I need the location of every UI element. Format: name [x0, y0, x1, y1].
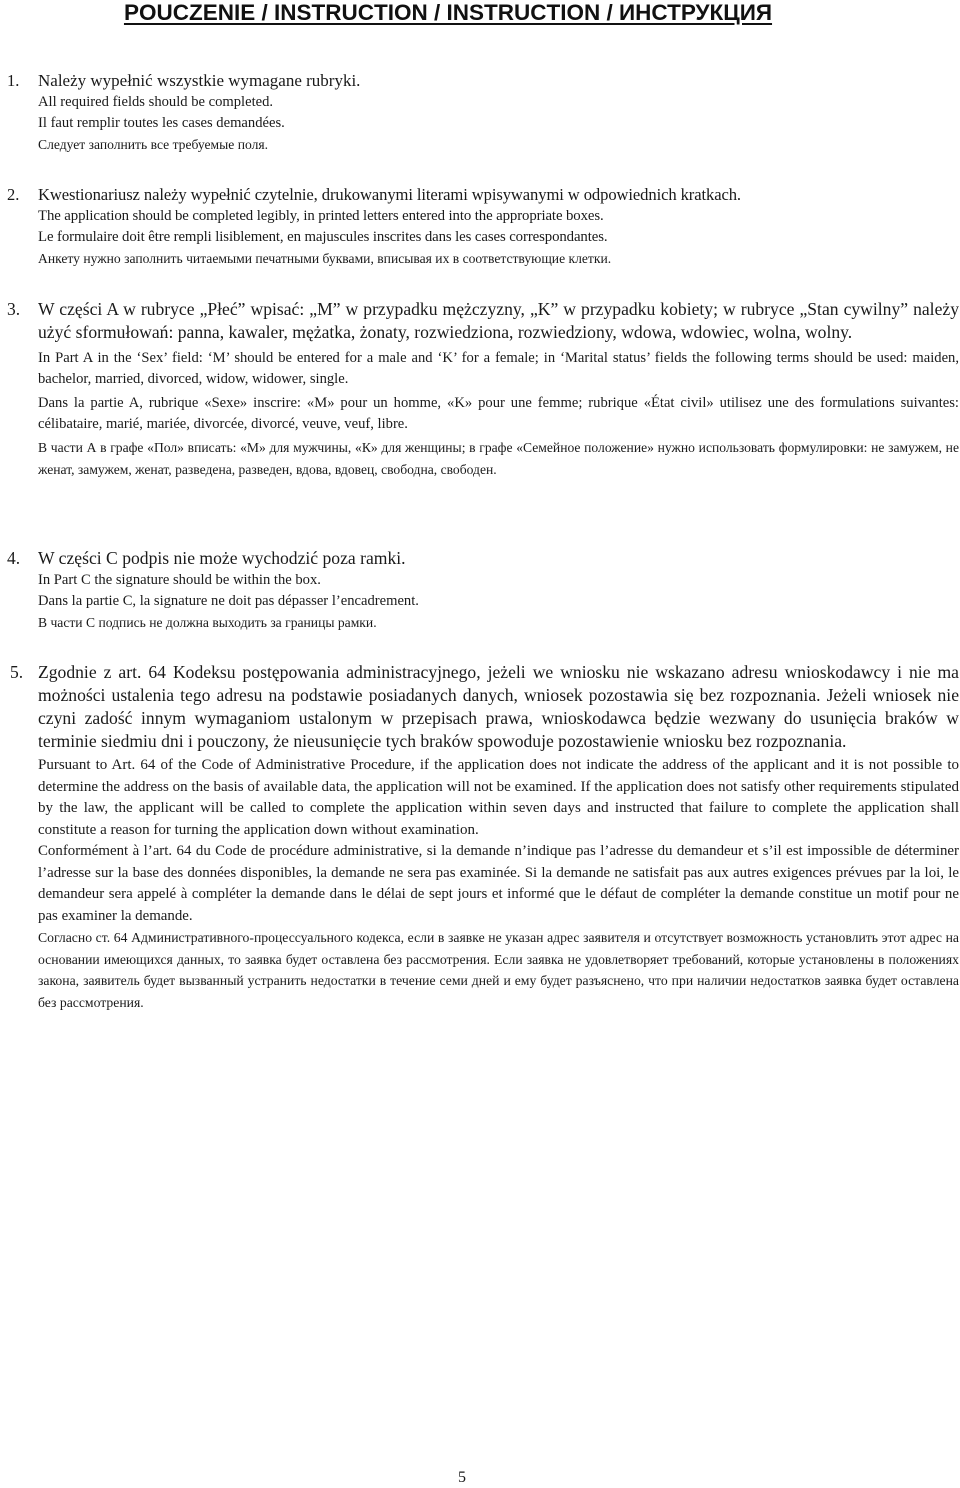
text-french: Le formulaire doit être rempli lisiblement, en majuscules inscrites dans les cases correspondantes.	[38, 229, 608, 245]
text-polish: Zgodnie z art. 64 Kodeksu postępowania administracyjnego, jeżeli we wniosku nie wskazano adresu wnioskodawcy i nie ma możności ustalenia tego adresu na podstawie posiadanych danych, wniosek pozostawia się bez rozpoznania. Jeżeli wniosek nie czyni zadość innym wymaganiom ustalonym w przepisach prawa, wnioskodawca będzie wezwany do usunięcia braków w terminie siedmiu dni i pouczony, że nieusunięcie tych braków spowoduje pozostawienie wniosku bez rozpoznania.	[38, 662, 959, 751]
text-english: In Part A in the ‘Sex’ field: ‘M’ should be entered for a male and ‘K’ for a female; in ‘Marital status’ fields the following terms should be used: maiden, bachelor, married, divorced, widow, widower, single.	[38, 350, 959, 387]
item-body	[38, 70, 959, 155]
text-french: Il faut remplir toutes les cases demandées.	[38, 115, 285, 131]
text-polish: Kwestionariusz należy wypełnić czytelnie, drukowanymi literami wpisywanymi w odpowiednich kratkach.	[38, 185, 741, 204]
text-english: The application should be completed legibly, in printed letters entered into the appropriate boxes.	[38, 208, 604, 224]
text-polish: W części C podpis nie może wychodzić poza ramki.	[38, 548, 406, 568]
text-english: In Part C the signature should be within the box.	[38, 572, 321, 588]
text-russian: Согласно ст. 64 Административного-процессуального кодекса, если в заявке не указан адрес заявителя и отсутствует возможность установлить этот адрес на основании имеющихся данных, то заявка будет оставлена без рассмотрения. Если заявка не удовлетворяет требований, которые установлены в положениях закона, заявитель будет вызванный устранить недостатки в течение семи дней и ему будет разъяснено, что при наличии недостатков заявка будет оставлена без рассмотрения.	[38, 930, 959, 1010]
text-english: All required fields should be completed.	[38, 94, 274, 110]
page-number: 5	[458, 1469, 466, 1486]
text-russian: В части С подпись не должна выходить за границы рамки.	[38, 615, 377, 630]
item-body	[38, 298, 959, 481]
text-russian: В части А в графе «Пол» вписать: «М» для мужчины, «К» для женщины; в графе «Семейное положение» нужно использовать формулировки: не замужем, не женат, замужем, женат, разведена, разведен, вдова, вдовец, свободна, свободен.	[38, 440, 959, 477]
text-russian: Анкету нужно заполнить читаемыми печатными буквами, вписывая их в соответствующие клетки.	[38, 251, 612, 266]
item-body	[38, 184, 959, 269]
text-polish: W części A w rubryce „Płeć” wpisać: „M” w przypadku mężczyzny, „K” w przypadku kobiety; w rubryce „Stan cywilny” należy użyć sformułowań: panna, kawaler, mężatka, żonaty, rozwiedziona, rozwiedziony, wdowa, wdowiec, wolna, wolny.	[38, 299, 959, 342]
text-french: Conformément à l’art. 64 du Code de procédure administrative, si la demande n’indique pas l’adresse du demandeur et s’il est impossible de déterminer l’adresse sur la base des données disponibles, la demande ne sera pas examinée. Si la demande ne satisfait pas aux autres exigences prévues par la loi, le demandeur sera appelé à compléter la demande dans le délai de sept jours et informé que le défaut de compléter la demande constitue un motif pour ne pas examiner la demande.	[38, 843, 959, 924]
item-number: 3.	[7, 299, 21, 319]
text-english: Pursuant to Art. 64 of the Code of Administrative Procedure, if the application does not indicate the address of the applicant and it is not possible to determine the address on the basis of available data, the application will not be examined. If the application does not satisfy other requirements stipulated by the law, the applicant will be called to complete the application within seven days and instructed that failure to complete the application shall constitute a reason for turning the application down without examination.	[38, 757, 959, 838]
item-number: 2.	[7, 185, 20, 204]
item-number: 5.	[10, 662, 24, 682]
text-polish: Należy wypełnić wszystkie wymagane rubryki.	[38, 71, 361, 90]
item-body	[38, 661, 959, 1013]
item-number: 4.	[7, 548, 21, 568]
item-number: 1.	[7, 71, 20, 90]
text-french: Dans la partie C, la signature ne doit pas dépasser l’encadrement.	[38, 593, 419, 609]
item-body	[38, 547, 959, 633]
text-russian: Следует заполнить все требуемые поля.	[38, 137, 269, 152]
page-title: POUCZENIE / INSTRUCTION / INSTRUCTION / ИНСТРУКЦИЯ	[123, 0, 773, 25]
text-french: Dans la partie A, rubrique «Sexe» inscrire: «M» pour un homme, «K» pour une femme; rubrique «État civil» utilisez une des formulations suivantes: célibataire, marié, mariée, divorcée, divorcé, veuve, veuf, libre.	[38, 395, 959, 432]
